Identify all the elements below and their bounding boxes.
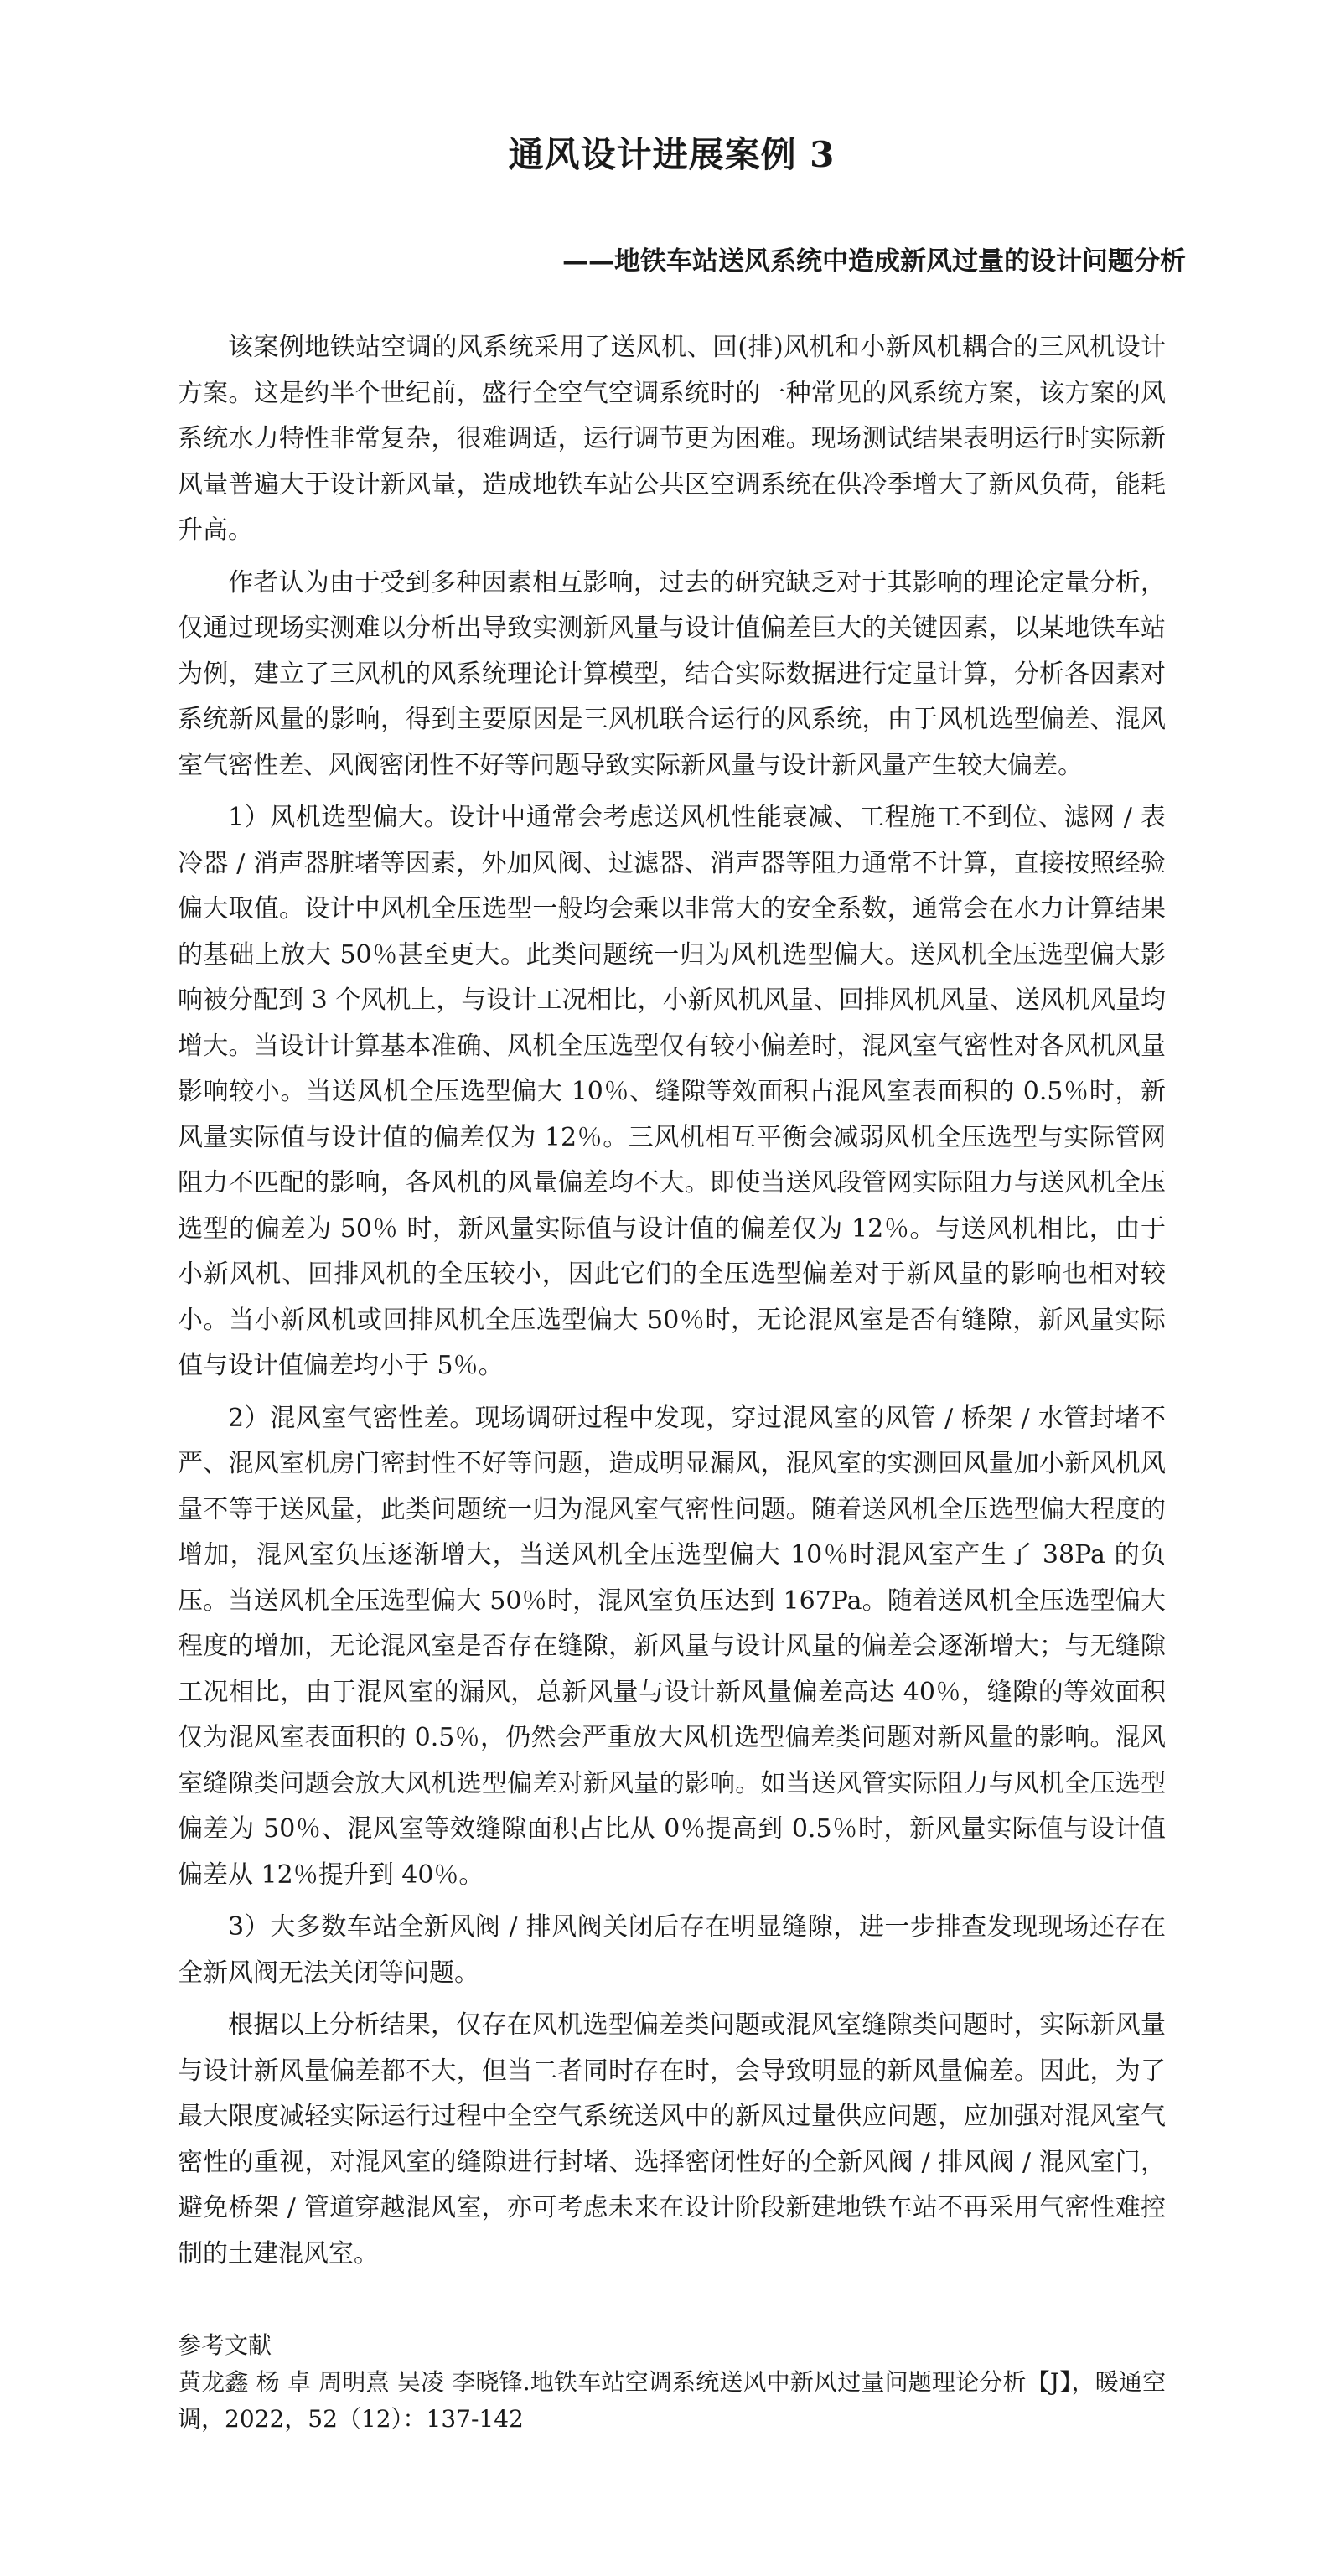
references-section (178, 2327, 1166, 2438)
document-title: 通风设计进展案例 3 (508, 134, 836, 175)
paragraph-conclusion: 根据以上分析结果，仅存在风机选型偏差类问题或混风室缝隙类问题时，实际新风量与设计新风量偏差都不大，但当二者同时存在时，会导致明显的新风量偏差。因此，为了最大限度减轻实际运行过程中全空气系统送风中的新风过量供应问题，应加强对混风室气密性的重视，对混风室的缝隙进行封堵、选择密闭性好的全新风阀 / 排风阀 / 混风室门，避免桥架 / 管道穿越混风室，亦可考虑未来在设计阶段新建地铁车站不再采用气密性难控制的土建混风室。 (178, 2010, 1166, 2268)
references-heading: 参考文献 (178, 2331, 272, 2359)
document-body (178, 325, 1166, 2277)
paragraph-damper-gaps: 3）大多数车站全新风阀 / 排风阀关闭后存在明显缝隙，进一步排查发现现场还存在全新风阀无法关闭等问题。 (178, 1912, 1166, 1988)
paragraph-fan-selection: 1）风机选型偏大。设计中通常会考虑送风机性能衰减、工程施工不到位、滤网 / 表冷器 / 消声器脏堵等因素，外加风阀、过滤器、消声器等阻力通常不计算，直接按照经验偏大取值。设计中风机全压选型一般均会乘以非常大的安全系数，通常会在水力计算结果的基础上放大 50％甚至更大。此类问题统一归为风机选型偏大。送风机全压选型偏大影响被分配到 3 个风机上，与设计工况相比，小新风机风量、回排风机风量、送风机风量均增大。当设计计算基本准确、风机全压选型仅有较小偏差时，混风室气密性对各风机风量影响较小。当送风机全压选型偏大 10％、缝隙等效面积占混风室表面积的 0.5％时，新风量实际值与设计值的偏差仅为 12％。三风机相互平衡会减弱风机全压选型与实际管网阻力不匹配的影响，各风机的风量偏差均不大。即使当送风段管网实际阻力与送风机全压选型的偏差为 50％ 时，新风量实际值与设计值的偏差仅为 12％。与送风机相比，由于小新风机、回排风机的全压较小，因此它们的全压选型偏差对于新风量的影响也相对较小。当小新风机或回排风机全压选型偏大 50％时，无论混风室是否有缝隙，新风量实际值与设计值偏差均小于 5％。 (178, 803, 1166, 1380)
paragraph-intro: 该案例地铁站空调的风系统采用了送风机、回(排)风机和小新风机耦合的三风机设计方案。这是约半个世纪前，盛行全空气空调系统时的一种常见的风系统方案，该方案的风系统水力特性非常复杂，很难调适，运行调节更为困难。现场测试结果表明运行时实际新风量普遍大于设计新风量，造成地铁车站公共区空调系统在供冷季增大了新风负荷，能耗升高。 (178, 333, 1166, 545)
paragraph-analysis: 作者认为由于受到多种因素相互影响，过去的研究缺乏对于其影响的理论定量分析，仅通过现场实测难以分析出导致实测新风量与设计值偏差巨大的关键因素，以某地铁车站为例，建立了三风机的风系统理论计算模型，结合实际数据进行定量计算，分析各因素对系统新风量的影响，得到主要原因是三风机联合运行的风系统，由于风机选型偏差、混风室气密性差、风阀密闭性不好等问题导致实际新风量与设计新风量产生较大偏差。 (178, 567, 1166, 780)
paragraph-mixing-chamber: 2）混风室气密性差。现场调研过程中发现，穿过混风室的风管 / 桥架 / 水管封堵不严、混风室机房门密封性不好等问题，造成明显漏风，混风室的实测回风量加小新风机风量不等于送风量，此类问题统一归为混风室气密性问题。随着送风机全压选型偏大程度的增加，混风室负压逐渐增大，当送风机全压选型偏大 10％时混风室产生了 38Pa 的负压。当送风机全压选型偏大 50％时，混风室负压达到 167Pa。随着送风机全压选型偏大程度的增加，无论混风室是否存在缝隙，新风量与设计风量的偏差会逐渐增大；与无缝隙工况相比，由于混风室的漏风，总新风量与设计新风量偏差高达 40％，缝隙的等效面积仅为混风室表面积的 0.5％，仍然会严重放大风机选型偏差类问题对新风量的影响。混风室缝隙类问题会放大风机选型偏差对新风量的影响。如当送风管实际阻力与风机全压选型偏差为 50％、混风室等效缝隙面积占比从 0％提高到 0.5％时，新风量实际值与设计值偏差从 12％提升到 40％。 (178, 1403, 1166, 1890)
document-subtitle: ——地铁车站送风系统中造成新风过量的设计问题分析 (562, 246, 1186, 277)
reference-item: 黄龙鑫 杨 卓 周明熹 吴凌 李晓锋.地铁车站空调系统送风中新风过量问题理论分析【J】，暖通空调，2022，52（12）：137-142 (178, 2368, 1166, 2433)
